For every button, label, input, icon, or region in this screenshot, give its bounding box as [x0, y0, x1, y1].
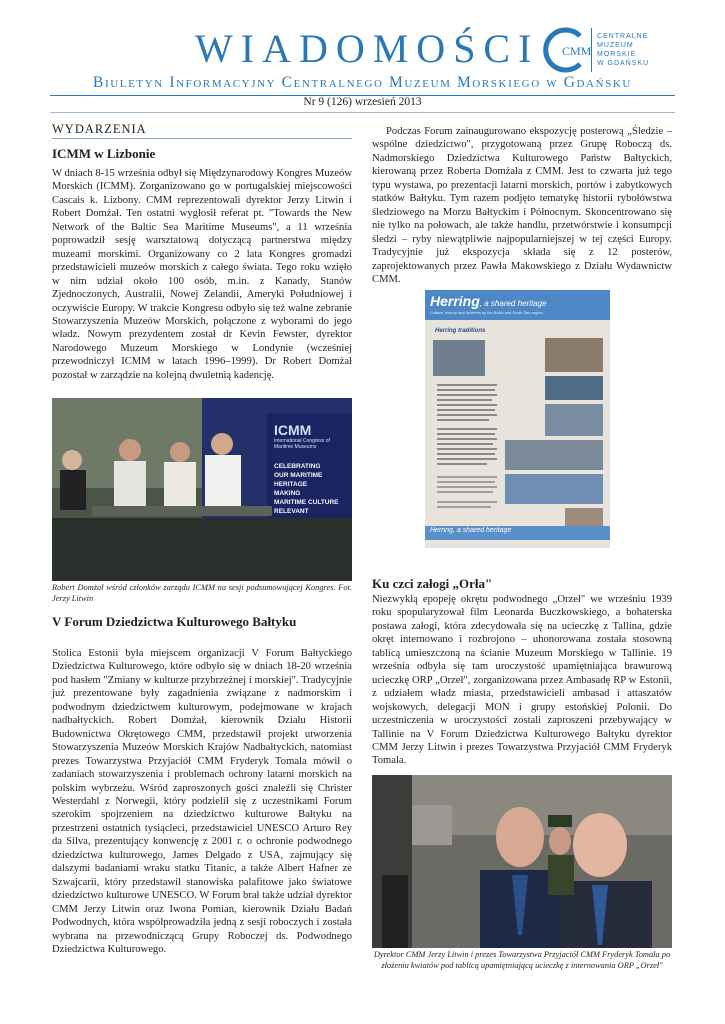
- cmm-logo-icon: [540, 26, 592, 74]
- section-divider: [52, 138, 352, 139]
- poster-title-rest: , a shared heritage: [479, 299, 547, 308]
- logo-line: W GDAŃSKU: [597, 60, 650, 67]
- conference-photo-caption: Robert Domżał wśród członków zarządu ICMM na sesji podsumowującej Kongres. Fot. Jerzy Litwin: [52, 583, 352, 603]
- logo-line: CENTRALNE: [597, 33, 649, 40]
- logo-line: MUZEUM: [597, 42, 634, 49]
- issue-number: Nr 9 (126) wrzesień 2013: [303, 96, 422, 108]
- article-heading: V Forum Dziedzictwa Kulturowego Bałtyku: [52, 614, 297, 629]
- logo-divider: [591, 28, 592, 72]
- article-forum-continued: Podczas Forum zainaugurowano ekspozycję posterową „Śledzie – wspólne dziedzictwo", przygotowaną przez Grupę Roboczą ds. Nadmorskiego Dziedzictwa Kulturowego Państw Bałtyckich, kierowaną przez Roberta Domżała z CMM. Jest to czwarta już tego typu wystawa, po prezentacji latarni morskich, portów i zabytkowych statków Bałtyku. Tym razem podjęto tematykę historii rybołówstwa śledziowego na Morzu Bałtyckim i Północnym. Skoncentrowano się nie tylko na połowach, ale także handlu, przetwórstwie i konsumpcji śledzi – ryby niewątpliwie najpopularniejszej w tej części Europy. Tradycyjnie już ekspozycja składa się z 12 posterów, zaprojektowanych przez Pawła Makowskiego z Działu Wydawnictw CMM.: [372, 126, 672, 285]
- logo-text: [597, 32, 667, 68]
- article-text: Niezwykłą epopeję okrętu podwodnego „Orzeł" we wrześniu 1939 roku spopularyzował film Leonarda Buczkowskiego, a bohaterska postawa załogi, która zdecydowała się na ucieczkę z Tallina, gdzie okręt internowano i rozbrojono – uhonorowana została stosowną tablicą umieszczoną na ścianie Muzeum Morskiego w Tallinie. 19 września odbyła się tam uroczystość upamiętniająca brawurową ucieczkę ORP „Orzeł", zorganizowana przez Ambasadę RP w Estonii, z udziałem władz miasta, przedstawicieli ambasad i attaszatów wojskowych, delegacji MON i grupy estońskiej Polonii. Do uczestniczenia w uroczystości zostali zaproszeni przebywający w Tallinie na V Forum Dziedzictwa Kulturowego Bałtyku dyrektor CMM Jerzy Litwin i prezes Towarzystwa Przyjaciół CMM Fryderyk Tomala.: [372, 594, 672, 767]
- logo-letters: CMM: [562, 44, 592, 58]
- banner-line: OUR MARITIME HERITAGE: [274, 472, 323, 488]
- article-orzel: [372, 576, 672, 768]
- poster-title: [430, 293, 547, 309]
- newsletter-title: WIADOMOŚCI: [195, 26, 540, 71]
- article-text: Stolica Estonii była miejscem organizacji V Forum Bałtyckiego Dziedzictwa Kulturowego, które odbyło się w dniach 18-20 września pod hasłem "Zmiany w kulturze przybrzeżnej i morskiej". Tradycyjnie już prezentowane były zagadnienia związane z nadmorskim i podwodnym dziedzictwem kulturowym, podejmowane w krajach nadbałtyckich. Robert Domżał, kierownik Działu Historii Budownictwa Okrętowego CMM, przedstawił projekt utworzenia Stowarzyszenia Muzeów Morskich Krajów Nadbałtyckich, natomiast prezes Towarzystwa Przyjaciół CMM Fryderyk Tomala mówił o zadaniach stowarzyszenia i problemach ochrony latarni morskich na polskim wybrzeżu. Wśród zaproszonych gości znaleźli się Christer Westerdahl z Norwegii, który podzielił się z uczestnikami Forum szerokim spojrzeniem na dziedzictwo kulturowe Bałtyku na przestrzeni ostatnich tysiącleci, przedstawiciel UNESCO Arturo Rey da Silva, prezentujący konwencję z 2001 r. o ochronie podwodnego dziedzictwa kulturowego, James Delgado z USA, zajmujący się dalszymi badaniami wraku statku Titanic, a także Albert Hafner ze Szwajcarii, który przedstawił stanowiska palafitowe jako światowe dziedzictwo kulturowe UNESCO. W Forum brał także udział dyrektor CMM Jerzy Litwin oraz Iwona Pomian, kierownik Działu Badań Podwodnych, która współprowadziła jedną z sesji roboczych i została wybrana na przewodniczącą Grupy Roboczej ds. Podwodnego Dziedzictwa Kulturowego.: [52, 648, 352, 955]
- ceremony-photo: [372, 775, 672, 948]
- article-heading: ICMM w Lizbonie: [52, 146, 156, 161]
- article-forum: [52, 614, 352, 956]
- article-heading: Ku czci załogi „Orła": [372, 576, 493, 591]
- newsletter-subtitle: Biuletyn Informacyjny Centralnego Muzeum Morskiego w Gdańsku: [93, 74, 632, 91]
- poster-section: Herring traditions: [435, 328, 486, 334]
- poster-title-main: Herring: [430, 293, 480, 309]
- banner-sub: International Congress of Maritime Museums: [274, 438, 330, 450]
- issue-divider: [50, 112, 675, 113]
- article-icmm: [52, 146, 352, 382]
- logo-line: MORSKIE: [597, 51, 637, 58]
- banner-line: MAKING: [274, 490, 301, 497]
- conference-photo: [52, 398, 352, 581]
- banner-line: MARITIME CULTURE: [274, 499, 339, 506]
- poster-footer: Herring, a shared heritage: [430, 527, 512, 534]
- herring-poster: [425, 290, 610, 548]
- banner-line: RELEVANT: [274, 508, 309, 515]
- ceremony-photo-caption: Dyrektor CMM Jerzy Litwin i prezes Towarzystwa Przyjaciół CMM Fryderyk Tomala po złożeniu kwiatów pod tablicą upamiętniającą ucieczkę z internowania ORP „Orzeł": [373, 950, 671, 970]
- section-label: WYDARZENIA: [52, 122, 147, 136]
- banner-line: CELEBRATING: [274, 463, 321, 470]
- poster-subtitle: Culture, history and fisheries by the Baltic and North Sea region: [430, 310, 543, 315]
- banner-logo: ICMM: [274, 422, 312, 438]
- article-text: W dniach 8-15 września odbył się Międzynarodowy Kongres Muzeów Morskich (ICMM). Zorganizowano go w portugalskiej miejscowości Cascais k. Lizbony. CMM reprezentowali dyrektor Jerzy Litwin i Robert Domżał. Ten ostatni wygłosił referat pt. "Towards the New Network of the Baltic Sea Maritime Museums", a 11 września poprowadził sesję warsztatową dotyczącą partnerstwa między muzeami morskimi. Organizowany co 2 lata Kongres gromadzi przedstawicieli muzeów morskich z całego świata. Tego roku wzięło w nim udział około 100 osób, m.in. z Kanady, Stanów Zjednoczonych, Australii, Nowej Zelandii, Ameryki Południowej i oczywiście Europy. W trakcie Kongresu odbyło się też walne zebranie Stowarzyszenia Muzeów Morskich, połączone z wyborami do jego władz. Nowym prezydentem został dr Kevin Fewster, dyrektor Narodowego Muzeum Morskiego w Londynie (wcześniej przewodniczył ICMM w latach 1996–1999). Dr Robert Domżał pozostał w zarządzie na kolejną dwuletnią kadencję.: [52, 168, 352, 381]
